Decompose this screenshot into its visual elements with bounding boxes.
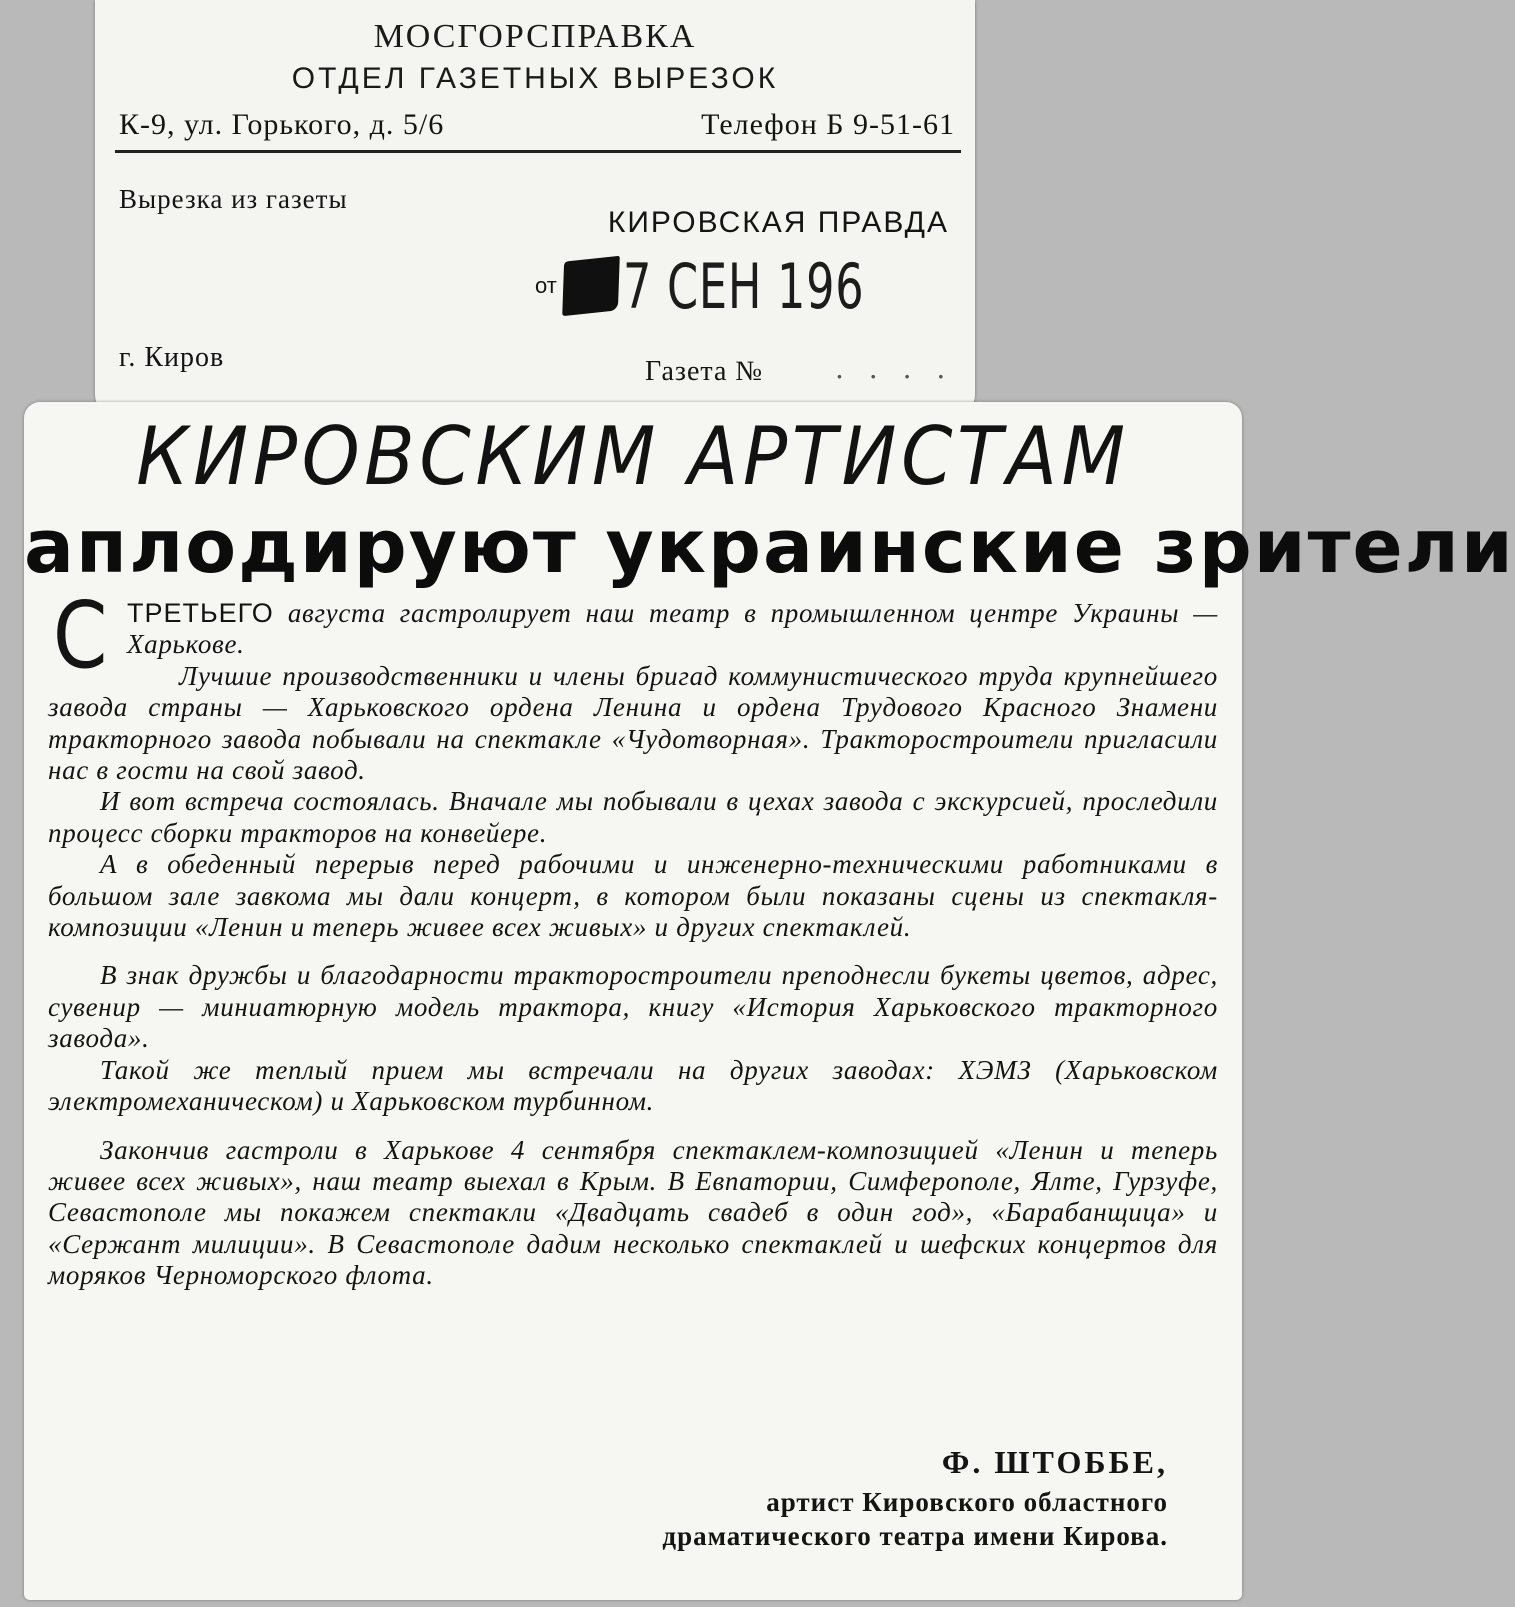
headline-line-2: аплодируют украинские зрители xyxy=(24,504,1515,590)
author-role-line-1: артист Кировского областного xyxy=(766,1487,1168,1517)
paragraph-2: Лучшие производственники и члены бригад коммунистического труда крупнейшего завода страны — Харьковского ордена Ленина и ордена Трудового Красного Знамени тракторного завода побывали на спектакле «Чудотворная». Тракторостроители пригласили нас в гости на свой завод. xyxy=(48,660,1218,786)
clip-label: Вырезка из газеты xyxy=(119,184,348,214)
article-body xyxy=(48,582,1218,1292)
paragraph-4: А в обеденный перерыв перед рабочими и инженерно-техническими работниками в большом зале завкома мы дали концерт, в котором были показаны сцены из спектакля-композиции «Ленин и теперь живее всех живых» и других спектаклей. xyxy=(48,849,1218,943)
newspaper-name: КИРОВСКАЯ ПРАВДА xyxy=(607,206,949,239)
paragraph-7: Закончив гастроли в Харькове 4 сентября спектаклем-композицией «Ленин и теперь живее всех живых», наш театр выехал в Крым. В Евпатории, Симферополе, Ялте, Гурзуфе, Севастополе мы покажем спектакли «Двадцать свадеб в один год», «Барабанщица» и «Сержант милиции». В Севастополе дадим несколько спектаклей и шефских концертов для моряков Черноморского флота. xyxy=(48,1134,1218,1291)
department-name: ОТДЕЛ ГАЗЕТНЫХ ВЫРЕЗОК xyxy=(291,62,779,95)
agency-phone: Телефон Б 9-51-61 xyxy=(701,108,955,141)
paragraph-3: И вот встреча состоялась. Вначале мы побывали в цехах завода с экскурсией, проследили процесс сборки тракторов на конвейере. xyxy=(48,786,1218,848)
paragraph-1-text: августа гастролирует наш театр в промышленном центре Украины — Харькове. xyxy=(126,598,1218,660)
lead-caps: ТРЕТЬЕГО xyxy=(126,598,274,628)
agency-name: МОСГОРСПРАВКА xyxy=(373,18,697,55)
date-prefix: от xyxy=(535,273,557,298)
author-name: Ф. ШТОББЕ, xyxy=(941,1444,1168,1480)
issue-number-dots: . . . . xyxy=(835,352,954,385)
paragraph-1 xyxy=(48,582,1218,689)
clipping-service-stamp xyxy=(95,0,975,420)
headline-line-1: КИРОВСКИМ АРТИСТАМ xyxy=(136,410,1130,503)
ink-blot-icon xyxy=(562,256,620,316)
author-role-line-2: драматического театра имени Кирова. xyxy=(662,1521,1168,1551)
issue-number-label: Газета № xyxy=(645,356,764,387)
paragraph-6: Такой же теплый прием мы встречали на других заводах: ХЭМЗ (Харьковском электромеханическом) и Харьковском турбинном. xyxy=(48,1054,1218,1117)
header-divider xyxy=(115,150,961,153)
date-stamp xyxy=(535,246,958,326)
drop-cap: С xyxy=(52,582,109,689)
stamp-date: 7 СЕН 196 xyxy=(622,249,865,323)
paragraph-5: В знак дружбы и благодарности тракторостроители преподнесли букеты цветов, адрес, сувенир — миниатюрную модель трактора, книгу «История Харьковского тракторного завода». xyxy=(48,960,1218,1054)
article-signature xyxy=(662,1444,1168,1553)
agency-address: К-9, ул. Горького, д. 5/6 xyxy=(119,108,445,141)
city-label: г. Киров xyxy=(119,342,225,373)
newspaper-article xyxy=(24,402,1515,1600)
